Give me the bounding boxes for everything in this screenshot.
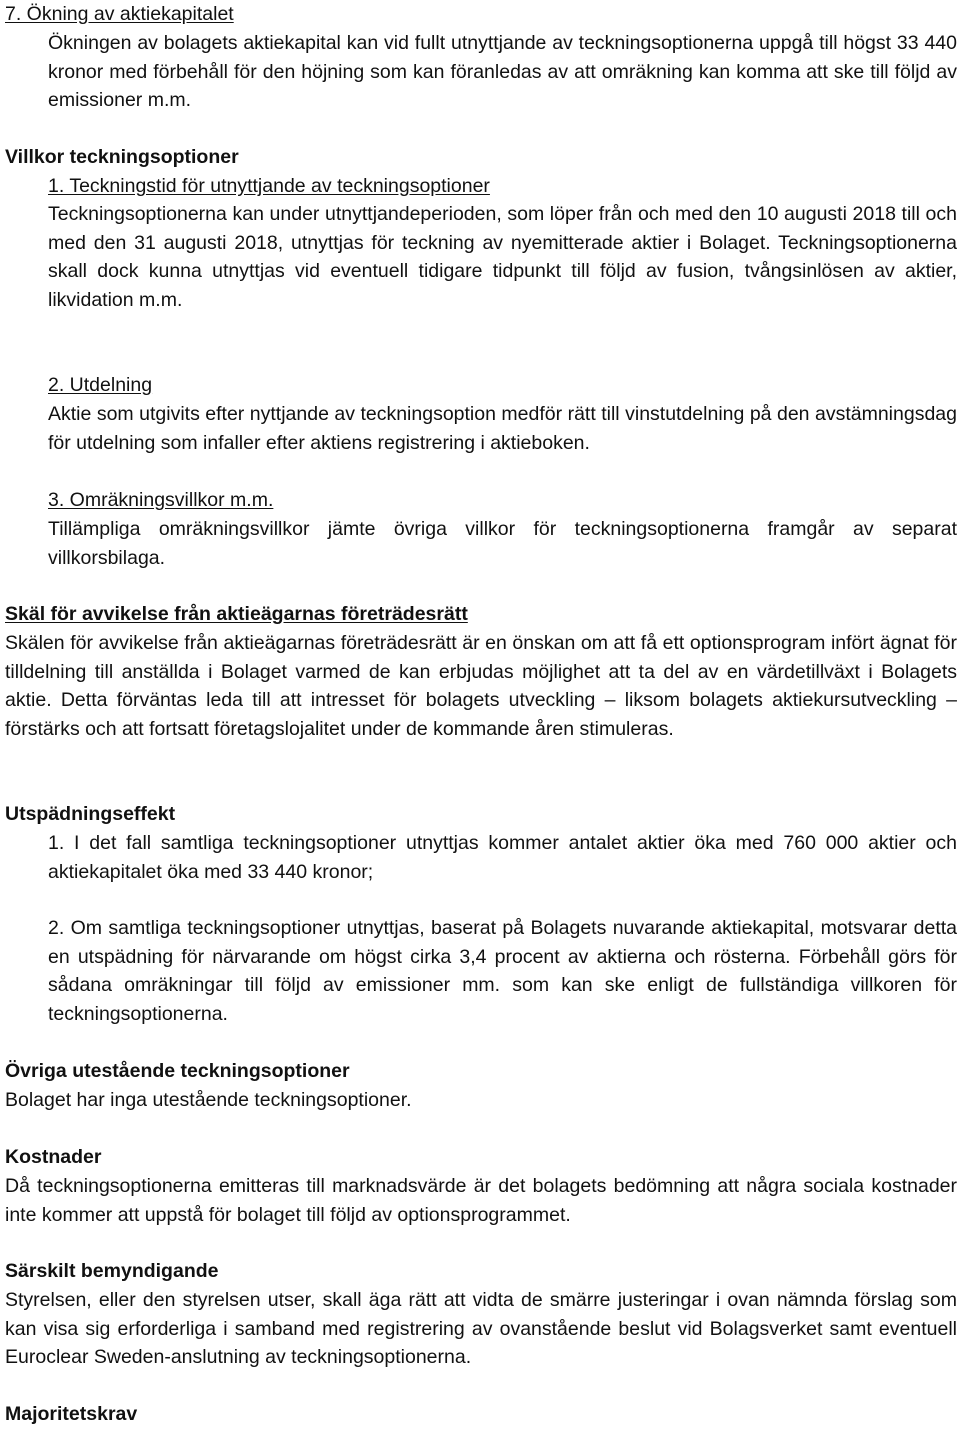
sarskilt-body: Styrelsen, eller den styrelsen utser, skall äga rätt att vidta de smärre justeringar i ovan nämnda förslag som kan visa sig erforderliga i samband med registrering av ovanstående beslut vid Bolagsverket samt eventuell Euroclear Sweden-anslutning av teckningsoptionerna. [5, 1289, 957, 1369]
villkor-item-1-body: Teckningsoptionerna kan under utnyttjandeperioden, som löper från och med den 10 augusti 2018 till och med den 31 augusti 2018, utnyttjas för teckning av nyemitterade aktier i Bolaget. Teckningsoptionerna skall dock kunna utnyttjas vid eventuell tidigare tidpunkt till följd av fusion, tvångsinlösen av aktier, likvidation m.m. [48, 203, 957, 311]
kostnader-heading: Kostnader [5, 1146, 102, 1168]
villkor-item-3-heading: 3. Omräkningsvillkor m.m. [48, 489, 274, 511]
utspadning-heading: Utspädningseffekt [5, 803, 176, 825]
kostnader-body: Då teckningsoptionerna emitteras till marknadsvärde är det bolagets bedömning att några sociala kostnader inte kommer att uppstå för bolaget till följd av optionsprogrammet. [5, 1175, 957, 1226]
utspadning-item-1: 1. I det fall samtliga teckningsoptioner utnyttjas kommer antalet aktier öka med 760 000 aktier och aktiekapitalet öka med 33 440 kronor; [48, 832, 957, 883]
villkor-item-1-heading: 1. Teckningstid för utnyttjande av teckningsoptioner [48, 175, 490, 197]
ovriga-body: Bolaget har inga utestående teckningsoptioner. [5, 1089, 412, 1111]
skal-heading: Skäl för avvikelse från aktieägarnas företrädesrätt [5, 603, 468, 625]
villkor-item-3-body: Tillämpliga omräkningsvillkor jämte övriga villkor för teckningsoptionerna framgår av separat villkorsbilaga. [48, 518, 957, 569]
utspadning-item-2: 2. Om samtliga teckningsoptioner utnyttjas, baserat på Bolagets nuvarande aktiekapital, motsvarar detta en utspädning för närvarande om högst cirka 3,4 procent av aktierna och rösterna. Förbehåll görs för sådana omräkningar till följd av emissioner mm. som kan ske enligt de fullständiga villkoren för teckningsoptionerna. [48, 917, 957, 1025]
skal-body: Skälen för avvikelse från aktieägarnas företrädesrätt är en önskan om att få ett optionsprogram infört ägnat för tilldelning till anställda i Bolaget varmed de kan erbjudas möjlighet att ta del av en värdetillväxt i Bolagets aktie. Detta förväntas leda till att intresset för bolagets utveckling – liksom bolagets aktiekursutveckling – förstärks och att fortsatt företagslojalitet under de kommande åren stimuleras. [5, 632, 957, 740]
majoritet-heading: Majoritetskrav [5, 1403, 138, 1425]
villkor-item-2-heading: 2. Utdelning [48, 374, 153, 396]
villkor-item-2-body: Aktie som utgivits efter nyttjande av teckningsoption medför rätt till vinstutdelning på den avstämningsdag för utdelning som infaller efter aktiens registrering i aktieboken. [48, 403, 957, 454]
sarskilt-heading: Särskilt bemyndigande [5, 1260, 219, 1282]
ovriga-heading: Övriga utestående teckningsoptioner [5, 1060, 350, 1082]
section-7-body: Ökningen av bolagets aktiekapital kan vid fullt utnyttjande av teckningsoptionerna uppgå till högst 33 440 kronor med förbehåll för den höjning som kan föranledas av att omräkning kan komma att ske till följd av emissioner m.m. [48, 32, 957, 112]
villkor-heading: Villkor teckningsoptioner [5, 146, 239, 168]
section-7-heading: 7. Ökning av aktiekapitalet [5, 3, 234, 25]
